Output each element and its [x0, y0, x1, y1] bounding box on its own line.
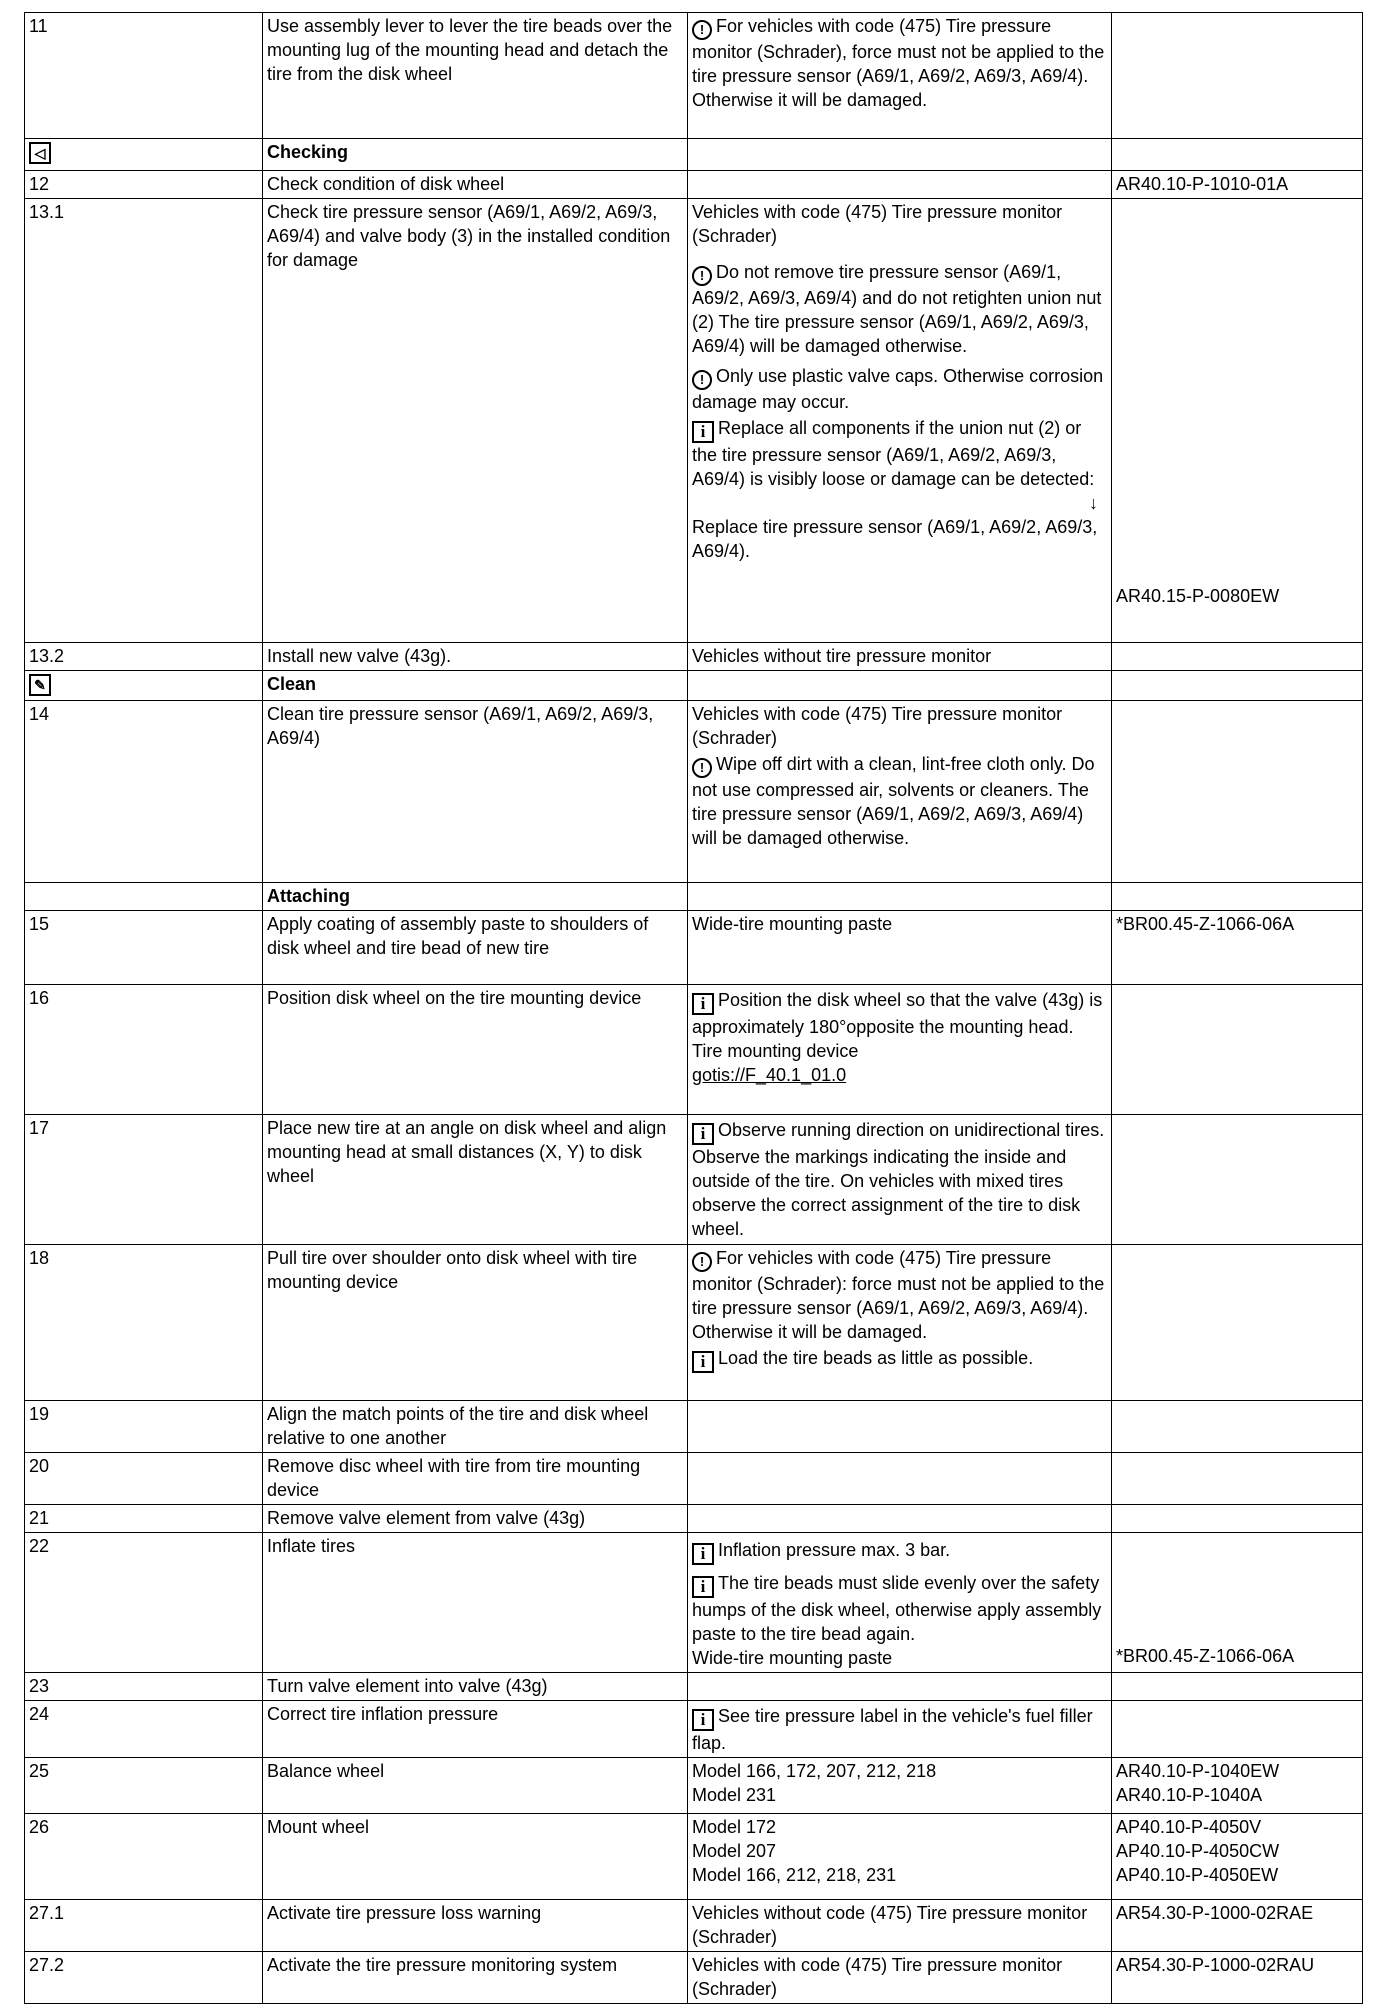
info-icon: i	[692, 1709, 714, 1731]
step-number: 11	[25, 13, 263, 139]
step-ref[interactable]: AR54.30-P-1000-02RAU	[1112, 1952, 1363, 2004]
step-note: Vehicles without tire pressure monitor	[688, 643, 1112, 671]
note-text: Model 231	[692, 1785, 777, 1805]
gotis-link[interactable]: gotis://F_40.1_01.0	[692, 1065, 847, 1085]
table-row	[25, 701, 1363, 883]
note-text: Model 172	[692, 1817, 777, 1837]
section-row	[25, 883, 1363, 911]
caution-icon: !	[692, 266, 712, 286]
note-text: Tire mounting device	[692, 1041, 859, 1061]
step-ref: *BR00.45-Z-1066-06A	[1112, 1533, 1363, 1673]
table-row	[25, 1814, 1363, 1900]
section-row	[25, 139, 1363, 171]
note-text: Wide-tire mounting paste	[692, 1648, 893, 1668]
table-row	[25, 1900, 1363, 1952]
note-text: Model 207	[692, 1841, 777, 1861]
step-number: 24	[25, 1701, 263, 1758]
step-action: Pull tire over shoulder onto disk wheel with tire mounting device	[263, 1245, 688, 1401]
arrow-down-icon: ↓	[1089, 493, 1098, 513]
step-action: Balance wheel	[263, 1758, 688, 1814]
step-action: Position disk wheel on the tire mounting device	[263, 985, 688, 1115]
step-note	[688, 1758, 1112, 1814]
info-icon: i	[692, 1543, 714, 1565]
caution-icon: !	[692, 20, 712, 40]
step-action: Activate the tire pressure monitoring system	[263, 1952, 688, 2004]
step-number: 20	[25, 1453, 263, 1505]
section-title: Clean	[263, 671, 688, 701]
step-action: Check condition of disk wheel	[263, 171, 688, 199]
step-number: 13.1	[25, 199, 263, 643]
note-info: i Position the disk wheel so that the valve (43g) is approximately 180°opposite the mounting head.	[692, 990, 1103, 1037]
note-info: i Load the tire beads as little as possible.	[692, 1346, 1106, 1373]
step-number: 18	[25, 1245, 263, 1401]
checking-icon: ◁	[29, 142, 51, 164]
table-row	[25, 985, 1363, 1115]
table-row	[25, 1245, 1363, 1401]
step-action: Mount wheel	[263, 1814, 688, 1900]
step-note	[688, 1701, 1112, 1758]
step-number: 12	[25, 171, 263, 199]
table-row	[25, 1453, 1363, 1505]
note-info: i The tire beads must slide evenly over the safety humps of the disk wheel, otherwise apply assembly paste to the tire bead again.	[692, 1573, 1102, 1644]
section-symbol	[25, 139, 263, 171]
info-icon: i	[692, 993, 714, 1015]
clean-icon: ✎	[29, 674, 51, 696]
step-number: 22	[25, 1533, 263, 1673]
step-number: 27.2	[25, 1952, 263, 2004]
step-action: Turn valve element into valve (43g)	[263, 1673, 688, 1701]
step-action: Apply coating of assembly paste to shoulders of disk wheel and tire bead of new tire	[263, 911, 688, 985]
table-row	[25, 1701, 1363, 1758]
procedure-table	[24, 12, 1363, 2004]
step-action: Use assembly lever to lever the tire beads over the mounting lug of the mounting head and detach the tire from the disk wheel	[263, 13, 688, 139]
step-note	[688, 1814, 1112, 1900]
note-text: For vehicles with code (475) Tire pressure monitor (Schrader), force must not be applied to the tire pressure sensor (A69/1, A69/2, A69/3, A69/4). Otherwise it will be damaged.	[692, 16, 1105, 110]
step-action: Install new valve (43g).	[263, 643, 688, 671]
note-caution: ! Wipe off dirt with a clean, lint-free cloth only. Do not use compressed air, solvents or cleaners. The tire pressure sensor (A69/1, A69/2, A69/3, A69/4) will be damaged otherwise.	[692, 754, 1095, 848]
caution-icon: !	[692, 1252, 712, 1272]
table-row	[25, 1505, 1363, 1533]
info-icon: i	[692, 1351, 714, 1373]
caution-icon: !	[692, 758, 712, 778]
table-row	[25, 911, 1363, 985]
step-note	[688, 1115, 1112, 1245]
step-ref: AP40.10-P-4050V AP40.10-P-4050CW AP40.10-P-4050EW	[1112, 1814, 1363, 1900]
table-row	[25, 1952, 1363, 2004]
note-text: Model 166, 172, 207, 212, 218	[692, 1761, 937, 1781]
note-caution: ! For vehicles with code (475) Tire pressure monitor (Schrader): force must not be applied to the tire pressure sensor (A69/1, A69/2, A69/3, A69/4). Otherwise it will be damaged.	[692, 1248, 1105, 1342]
step-note: Vehicles with code (475) Tire pressure monitor (Schrader)	[688, 1952, 1112, 2004]
info-icon: i	[692, 421, 714, 443]
note-condition: Vehicles with code (475) Tire pressure monitor (Schrader)	[692, 202, 1063, 246]
step-note: Wide-tire mounting paste	[688, 911, 1112, 985]
step-number: 26	[25, 1814, 263, 1900]
step-note	[688, 199, 1112, 643]
section-title: Attaching	[263, 883, 688, 911]
step-number: 15	[25, 911, 263, 985]
section-title: Checking	[263, 139, 688, 171]
step-ref: AR40.15-P-0080EW	[1112, 199, 1363, 643]
step-action: Inflate tires	[263, 1533, 688, 1673]
table-row	[25, 1115, 1363, 1245]
note-info: i Inflation pressure max. 3 bar.	[692, 1538, 1106, 1565]
info-icon: i	[692, 1123, 714, 1145]
info-icon: i	[692, 1576, 714, 1598]
step-action: Clean tire pressure sensor (A69/1, A69/2, A69/3, A69/4)	[263, 701, 688, 883]
step-action: Remove valve element from valve (43g)	[263, 1505, 688, 1533]
section-row	[25, 671, 1363, 701]
step-action: Check tire pressure sensor (A69/1, A69/2, A69/3, A69/4) and valve body (3) in the installed condition for damage	[263, 199, 688, 643]
step-number: 14	[25, 701, 263, 883]
step-ref: AR40.10-P-1040EW AR40.10-P-1040A	[1112, 1758, 1363, 1814]
step-number: 25	[25, 1758, 263, 1814]
table-row	[25, 1401, 1363, 1453]
table-row	[25, 13, 1363, 139]
note-info: i Replace all components if the union nut (2) or the tire pressure sensor (A69/1, A69/2, A69/3, A69/4) is visibly loose or damage can be detected:	[692, 418, 1095, 489]
step-note	[688, 985, 1112, 1115]
step-number: 23	[25, 1673, 263, 1701]
note-text: Observe running direction on unidirectional tires. Observe the markings indicating the inside and outside of the tire. On vehicles with mixed tires observe the correct assignment of the tire to disk wheel.	[692, 1120, 1105, 1239]
step-action: Align the match points of the tire and disk wheel relative to one another	[263, 1401, 688, 1453]
step-note	[688, 1245, 1112, 1401]
step-ref[interactable]: AR54.30-P-1000-02RAE	[1112, 1900, 1363, 1952]
note-action: Replace tire pressure sensor (A69/1, A69/2, A69/3, A69/4).	[692, 517, 1098, 561]
table-row	[25, 1758, 1363, 1814]
step-number: 27.1	[25, 1900, 263, 1952]
note-caution: ! Only use plastic valve caps. Otherwise corrosion damage may occur.	[692, 366, 1104, 412]
step-number: 13.2	[25, 643, 263, 671]
table-row	[25, 1673, 1363, 1701]
table-row	[25, 1533, 1363, 1673]
step-number: 17	[25, 1115, 263, 1245]
step-note	[688, 1533, 1112, 1673]
step-number: 16	[25, 985, 263, 1115]
step-ref[interactable]: AR40.10-P-1010-01A	[1112, 171, 1363, 199]
step-ref	[1112, 13, 1363, 139]
step-number: 19	[25, 1401, 263, 1453]
step-note	[688, 701, 1112, 883]
table-row	[25, 643, 1363, 671]
step-action: Activate tire pressure loss warning	[263, 1900, 688, 1952]
step-note: Vehicles without code (475) Tire pressure monitor (Schrader)	[688, 1900, 1112, 1952]
step-action: Remove disc wheel with tire from tire mounting device	[263, 1453, 688, 1505]
note-caution: ! Do not remove tire pressure sensor (A69/1, A69/2, A69/3, A69/4) and do not retighten union nut (2) The tire pressure sensor (A69/1, A69/2, A69/3, A69/4) will be damaged otherwise.	[692, 262, 1102, 356]
note-text: Model 166, 212, 218, 231	[692, 1865, 897, 1885]
step-action: Correct tire inflation pressure	[263, 1701, 688, 1758]
step-note	[688, 13, 1112, 139]
step-ref[interactable]: *BR00.45-Z-1066-06A	[1112, 911, 1363, 985]
note-text: See tire pressure label in the vehicle's fuel filler flap.	[692, 1706, 1093, 1753]
table-row	[25, 171, 1363, 199]
section-symbol	[25, 671, 263, 701]
note-condition: Vehicles with code (475) Tire pressure monitor (Schrader)	[692, 704, 1063, 748]
caution-icon: !	[692, 370, 712, 390]
table-row	[25, 199, 1363, 643]
step-number: 21	[25, 1505, 263, 1533]
step-action: Place new tire at an angle on disk wheel and align mounting head at small distances (X, Y) to disk wheel	[263, 1115, 688, 1245]
